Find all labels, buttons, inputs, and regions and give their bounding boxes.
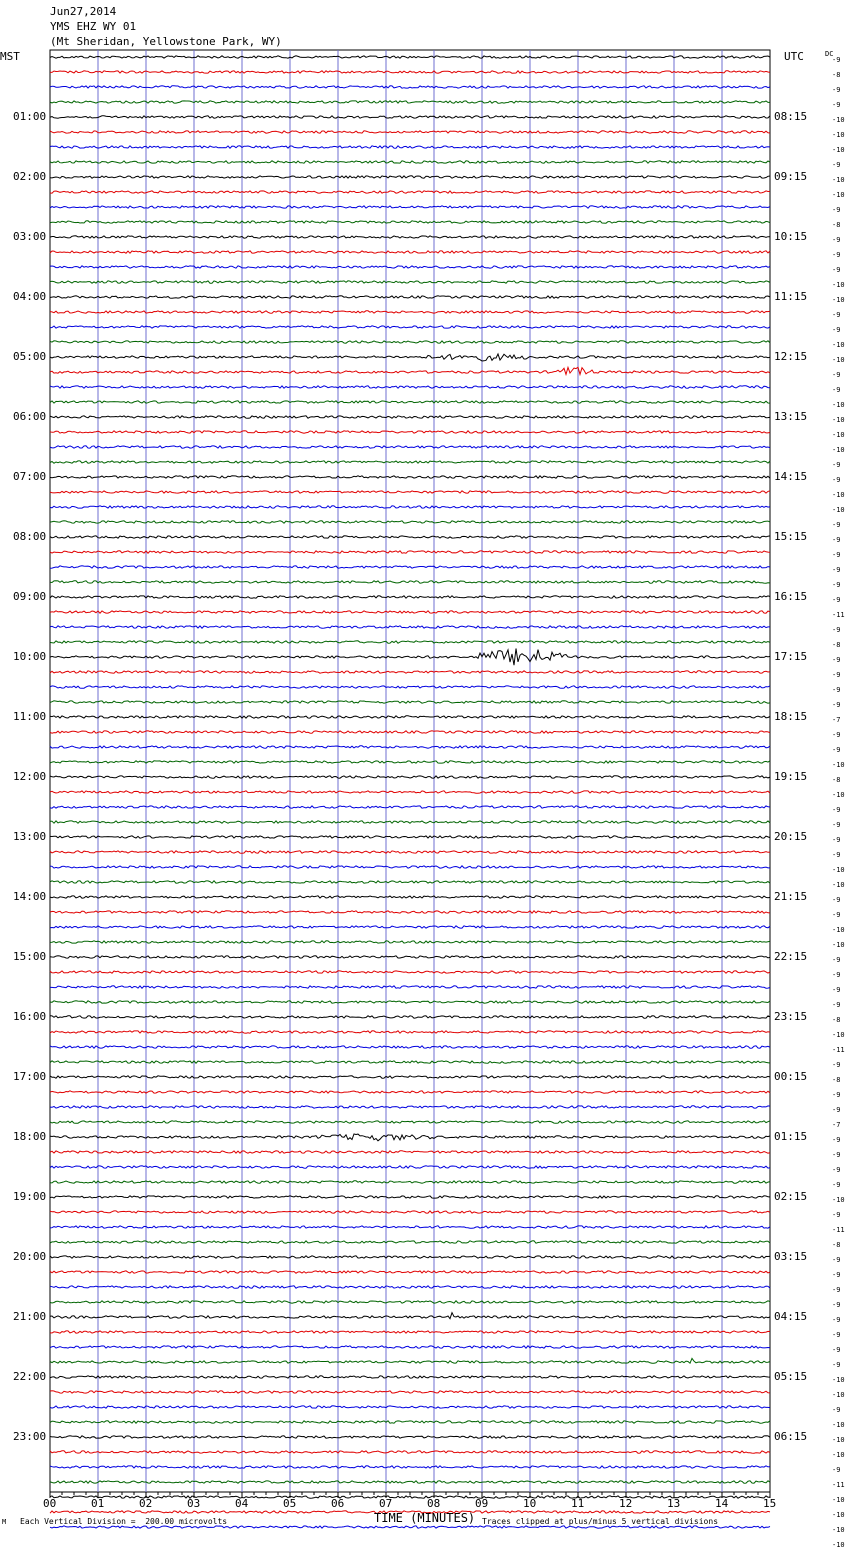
dc-offset-value: -9 [832,266,841,274]
dc-offset-value: -9 [832,836,841,844]
trace-row-71 [50,1121,770,1123]
trace-row-4 [50,116,770,118]
left-hour-label: 04:00 [13,290,47,303]
trace-row-86 [50,1346,770,1348]
trace-row-65 [50,1031,770,1033]
dc-offset-value: -10 [832,866,845,874]
right-hour-label: 06:15 [774,1430,808,1443]
left-hour-label: 09:00 [13,590,47,603]
dc-offset-value: -9 [832,596,841,604]
dc-offset-value: -11 [832,1046,845,1054]
dc-offset-value: -10 [832,491,845,499]
dc-offset-value: -9 [832,236,841,244]
dc-offset-value: -9 [832,971,841,979]
right-timezone-label: UTC [784,50,804,63]
dc-offset-value: -9 [832,821,841,829]
dc-offset-value: -9 [832,251,841,259]
right-hour-label: 00:15 [774,1070,808,1083]
trace-row-70 [50,1106,770,1108]
x-tick-label: 13 [667,1497,681,1510]
dc-offset-value: -9 [832,551,841,559]
dc-offset-value: -10 [832,1511,845,1519]
dc-offset-value: -9 [832,1406,841,1414]
dc-offset-value: -9 [832,386,841,394]
dc-offset-value: -9 [832,1106,841,1114]
trace-row-89 [50,1391,770,1393]
dc-offset-value: -9 [832,326,841,334]
trace-row-1 [50,71,770,73]
dc-offset-value: -9 [832,1001,841,1009]
left-hour-label: 15:00 [13,950,47,963]
dc-offset-value: -9 [832,1301,841,1309]
dc-offset-value: -10 [832,356,845,364]
dc-offset-value: -10 [832,881,845,889]
trace-row-60 [50,956,770,958]
trace-row-55 [50,881,770,883]
dc-offset-value: -10 [832,131,845,139]
trace-row-82 [50,1286,770,1288]
trace-row-57 [50,911,770,913]
dc-offset-value: -11 [832,611,845,619]
right-hour-label: 12:15 [774,350,808,363]
right-hour-label: 04:15 [774,1310,808,1323]
trace-row-58 [50,926,770,928]
x-tick-label: 11 [571,1497,585,1510]
x-tick-label: 09 [475,1497,489,1510]
trace-row-62 [50,986,770,988]
left-hour-label: 12:00 [13,770,47,783]
trace-row-49 [50,791,770,793]
left-hour-label: 21:00 [13,1310,47,1323]
trace-row-22 [50,386,770,388]
dc-offset-value: -10 [832,926,845,934]
left-hour-label: 19:00 [13,1190,47,1203]
dc-offset-value: -9 [832,1361,841,1369]
dc-offset-value: -9 [832,956,841,964]
dc-offset-value: -9 [832,806,841,814]
dc-offset-value: -10 [832,191,845,199]
dc-offset-value: -8 [832,71,841,79]
dc-offset-value: -9 [832,566,841,574]
left-hour-label: 23:00 [13,1430,47,1443]
trace-row-0 [50,56,770,58]
trace-row-52 [50,836,770,838]
left-hour-label: 16:00 [13,1010,47,1023]
dc-offset-value: -7 [832,1121,841,1129]
right-hour-label: 19:15 [774,770,808,783]
trace-row-78 [50,1226,770,1228]
trace-row-80 [50,1256,770,1258]
trace-row-95 [50,1481,770,1483]
trace-row-45 [50,731,770,733]
trace-row-27 [50,461,770,463]
dc-offset-value: -9 [832,1256,841,1264]
left-hour-label: 07:00 [13,470,47,483]
trace-row-84 [50,1313,770,1319]
dc-offset-value: -9 [832,896,841,904]
left-hour-label: 01:00 [13,110,47,123]
trace-row-24 [50,416,770,418]
trace-row-59 [50,941,770,943]
trace-row-66 [50,1046,770,1048]
trace-row-72 [50,1134,770,1141]
dc-offset-value: -9 [832,1151,841,1159]
dc-offset-value: -9 [832,746,841,754]
right-hour-label: 23:15 [774,1010,808,1023]
trace-row-69 [50,1091,770,1093]
left-hour-label: 10:00 [13,650,47,663]
trace-row-75 [50,1181,770,1183]
trace-row-29 [50,491,770,493]
dc-offset-value: -8 [832,221,841,229]
dc-offset-value: -9 [832,1316,841,1324]
x-tick-label: 06 [331,1497,345,1510]
trace-row-19 [50,341,770,343]
dc-offset-value: -9 [832,626,841,634]
trace-row-41 [50,671,770,673]
trace-row-10 [50,206,770,208]
dc-offset-value: -10 [832,1541,845,1549]
dc-offset-value: -10 [832,281,845,289]
trace-row-87 [50,1358,770,1363]
left-hour-label: 03:00 [13,230,47,243]
trace-row-74 [50,1166,770,1168]
x-tick-label: 12 [619,1497,633,1510]
dc-offset-value: -10 [832,1526,845,1534]
x-tick-label: 03 [187,1497,201,1510]
x-tick-label: 02 [139,1497,153,1510]
dc-offset-value: -11 [832,1226,845,1234]
right-hour-label: 13:15 [774,410,808,423]
dc-offset-value: -10 [832,446,845,454]
dc-offset-value: -10 [832,1436,845,1444]
trace-row-8 [50,176,770,178]
dc-offset-value: -11 [832,1481,845,1489]
trace-row-2 [50,86,770,88]
right-hour-label: 21:15 [774,890,808,903]
right-hour-label: 20:15 [774,830,808,843]
trace-row-90 [50,1406,770,1408]
dc-offset-header: DC [825,50,834,58]
right-hour-label: 14:15 [774,470,808,483]
dc-offset-value: -10 [832,431,845,439]
trace-row-73 [50,1151,770,1153]
dc-offset-value: -9 [832,206,841,214]
trace-row-12 [50,236,770,238]
dc-offset-value: -10 [832,341,845,349]
scale-note: Each Vertical Division = 200.00 microvolts [20,1517,228,1526]
trace-row-36 [50,596,770,598]
dc-offset-value: -9 [832,536,841,544]
trace-row-83 [50,1301,770,1303]
x-tick-label: 10 [523,1497,537,1510]
dc-offset-value: -10 [832,1031,845,1039]
trace-row-56 [50,896,770,898]
trace-row-68 [50,1076,770,1078]
trace-row-63 [50,1001,770,1003]
right-hour-label: 15:15 [774,530,808,543]
right-hour-label: 10:15 [774,230,808,243]
dc-offset-value: -10 [832,941,845,949]
left-hour-label: 08:00 [13,530,47,543]
left-hour-label: 22:00 [13,1370,47,1383]
right-hour-label: 09:15 [774,170,808,183]
trace-row-61 [50,971,770,973]
dc-offset-value: -9 [832,1286,841,1294]
x-tick-label: 01 [91,1497,105,1510]
trace-row-15 [50,281,770,283]
dc-offset-value: -9 [832,686,841,694]
trace-row-42 [50,686,770,688]
dc-offset-value: -9 [832,851,841,859]
x-tick-label: 00 [43,1497,57,1510]
left-hour-label: 17:00 [13,1070,47,1083]
dc-offset-value: -9 [832,701,841,709]
left-hour-label: 11:00 [13,710,47,723]
dc-offset-value: -10 [832,1376,845,1384]
trace-row-48 [50,776,770,778]
trace-row-14 [50,266,770,268]
trace-row-88 [50,1376,770,1378]
trace-row-9 [50,191,770,193]
dc-offset-value: -9 [832,1091,841,1099]
trace-row-7 [50,161,770,163]
trace-row-47 [50,761,770,763]
dc-offset-value: -9 [832,656,841,664]
right-hour-label: 05:15 [774,1370,808,1383]
x-axis-title: TIME (MINUTES) [374,1511,476,1525]
trace-row-25 [50,431,770,433]
dc-offset-value: -9 [832,581,841,589]
trace-row-17 [50,311,770,313]
dc-offset-value: -10 [832,1391,845,1399]
clip-note: Traces clipped at plus/minus 5 vertical divisions [482,1517,719,1526]
right-hour-label: 18:15 [774,710,808,723]
trace-row-31 [50,521,770,523]
left-timezone-label: MST [0,50,20,63]
trace-row-51 [50,821,770,823]
trace-row-77 [50,1211,770,1213]
dc-offset-value: -9 [832,311,841,319]
left-hour-label: 20:00 [13,1250,47,1263]
trace-row-23 [50,401,770,403]
dc-offset-value: -10 [832,1451,845,1459]
dc-offset-value: -8 [832,1241,841,1249]
dc-offset-value: -9 [832,911,841,919]
right-hour-label: 16:15 [774,590,808,603]
dc-offset-value: -10 [832,1196,845,1204]
left-hour-label: 14:00 [13,890,47,903]
left-hour-label: 02:00 [13,170,47,183]
trace-row-37 [50,611,770,613]
x-tick-label: 04 [235,1497,249,1510]
dc-offset-value: -9 [832,521,841,529]
trace-row-21 [50,367,770,374]
dc-offset-value: -9 [832,1331,841,1339]
trace-row-30 [50,506,770,508]
trace-row-53 [50,851,770,853]
dc-offset-value: -9 [832,1181,841,1189]
trace-row-67 [50,1061,770,1063]
right-hour-label: 02:15 [774,1190,808,1203]
dc-offset-value: -9 [832,1061,841,1069]
dc-offset-value: -8 [832,1016,841,1024]
x-tick-label: 05 [283,1497,297,1510]
trace-row-13 [50,251,770,253]
dc-offset-value: -9 [832,371,841,379]
trace-row-34 [50,566,770,568]
trace-row-33 [50,551,770,553]
trace-row-43 [50,701,770,703]
trace-row-85 [50,1331,770,1333]
trace-row-81 [50,1271,770,1273]
dc-offset-value: -10 [832,791,845,799]
dc-offset-value: -9 [832,1136,841,1144]
trace-row-38 [50,626,770,628]
trace-row-76 [50,1196,770,1198]
trace-row-54 [50,866,770,868]
right-hour-label: 01:15 [774,1130,808,1143]
dc-offset-value: -9 [832,1466,841,1474]
dc-offset-value: -8 [832,776,841,784]
station-code: YMS EHZ WY 01 [50,20,137,33]
dc-offset-value: -10 [832,1421,845,1429]
corner-mark: M [2,1518,7,1526]
trace-row-91 [50,1421,770,1423]
trace-row-35 [50,581,770,583]
dc-offset-value: -9 [832,1166,841,1174]
dc-offset-value: -9 [832,1211,841,1219]
left-hour-label: 13:00 [13,830,47,843]
trace-row-93 [50,1451,770,1453]
dc-offset-value: -9 [832,671,841,679]
dc-offset-value: -7 [832,716,841,724]
trace-row-94 [50,1466,770,1468]
dc-offset-value: -10 [832,116,845,124]
trace-row-5 [50,131,770,133]
trace-row-16 [50,296,770,298]
trace-row-39 [50,641,770,643]
dc-offset-value: -10 [832,176,845,184]
dc-offset-value: -10 [832,506,845,514]
dc-offset-value: -10 [832,761,845,769]
right-hour-label: 22:15 [774,950,808,963]
dc-offset-value: -8 [832,641,841,649]
dc-offset-value: -10 [832,416,845,424]
trace-row-79 [50,1241,770,1243]
dc-offset-value: -9 [832,476,841,484]
dc-offset-value: -10 [832,146,845,154]
trace-row-92 [50,1436,770,1438]
x-tick-label: 08 [427,1497,441,1510]
right-hour-label: 08:15 [774,110,808,123]
trace-row-64 [50,1016,770,1018]
dc-offset-value: -9 [832,461,841,469]
dc-offset-value: -9 [832,731,841,739]
trace-row-3 [50,101,770,103]
left-hour-label: 06:00 [13,410,47,423]
dc-offset-value: -10 [832,296,845,304]
x-tick-label: 07 [379,1497,393,1510]
x-tick-label: 15 [763,1497,777,1510]
trace-row-46 [50,746,770,748]
dc-offset-value: -10 [832,1496,845,1504]
dc-offset-value: -8 [832,1076,841,1084]
trace-row-18 [50,326,770,328]
trace-row-32 [50,536,770,538]
left-hour-label: 05:00 [13,350,47,363]
trace-row-6 [50,146,770,148]
dc-offset-value: -9 [832,1271,841,1279]
dc-offset-value: -9 [832,101,841,109]
trace-row-40 [50,649,770,666]
trace-row-44 [50,716,770,718]
trace-row-50 [50,806,770,808]
left-hour-label: 18:00 [13,1130,47,1143]
chart-date: Jun27,2014 [50,5,117,18]
right-hour-label: 11:15 [774,290,808,303]
dc-offset-value: -9 [832,161,841,169]
dc-offset-value: -9 [832,56,841,64]
trace-row-20 [50,354,770,361]
trace-row-26 [50,446,770,448]
trace-row-28 [50,476,770,478]
right-hour-label: 17:15 [774,650,808,663]
dc-offset-value: -9 [832,1346,841,1354]
station-location: (Mt Sheridan, Yellowstone Park, WY) [50,35,282,48]
trace-row-96 [50,1496,770,1498]
x-tick-label: 14 [715,1497,729,1510]
right-hour-label: 03:15 [774,1250,808,1263]
dc-offset-value: -9 [832,986,841,994]
dc-offset-value: -10 [832,401,845,409]
dc-offset-value: -9 [832,86,841,94]
trace-row-11 [50,221,770,223]
